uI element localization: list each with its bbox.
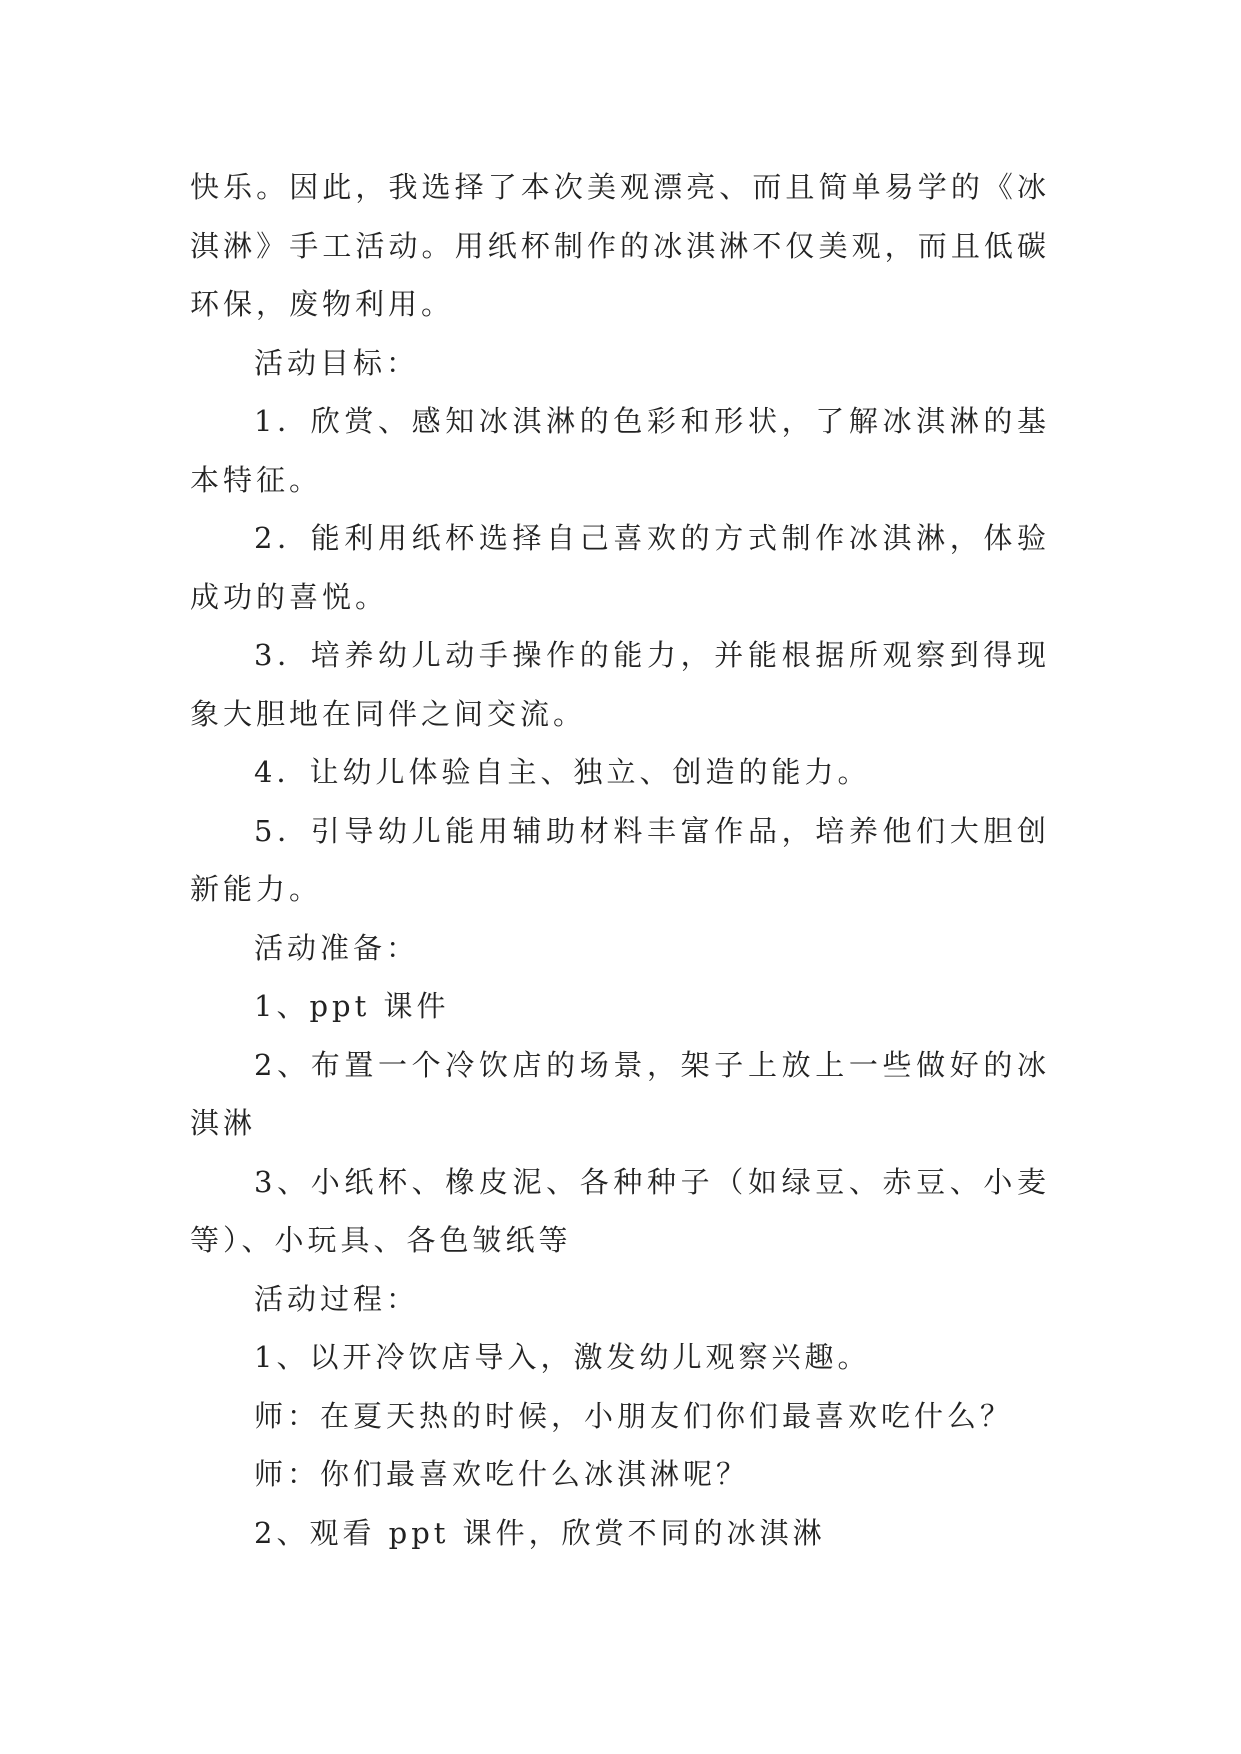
- teacher-line: 师：你们最喜欢吃什么冰淇淋呢？: [254, 1457, 750, 1491]
- section-heading-activity-preparation: 活动准备：: [254, 930, 420, 965]
- document-body: [190, 158, 1050, 1562]
- goal-item: 1．欣赏、感知冰淇淋的色彩和形状，了解冰淇淋的基本特征。: [190, 404, 1050, 497]
- goal-item: 2．能利用纸杯选择自己喜欢的方式制作冰淇淋，体验成功的喜悦。: [190, 521, 1050, 614]
- section-heading-activity-goals: 活动目标：: [254, 345, 420, 380]
- process-item: 2、观看 ppt 课件，欣赏不同的冰淇淋: [254, 1515, 826, 1550]
- goal-item: 3．培养幼儿动手操作的能力，并能根据所观察到得现象大胆地在同伴之间交流。: [190, 638, 1050, 731]
- paragraph: 快乐。因此，我选择了本次美观漂亮、而且简单易学的《冰淇淋》手工活动。用纸杯制作的冰淇淋不仅美观，而且低碳环保，废物利用。: [190, 170, 1050, 321]
- preparation-item: 1、ppt 课件: [254, 989, 450, 1023]
- process-item: 1、以开冷饮店导入，激发幼儿观察兴趣。: [254, 1340, 871, 1374]
- teacher-line: 师：在夏天热的时候，小朋友们你们最喜欢吃什么？: [254, 1398, 1014, 1433]
- goal-item: 5．引导幼儿能用辅助材料丰富作品，培养他们大胆创新能力。: [190, 813, 1050, 906]
- section-heading-activity-process: 活动过程：: [254, 1281, 420, 1316]
- preparation-item: 3、小纸杯、橡皮泥、各种种子（如绿豆、赤豆、小麦等）、小玩具、各色皱纸等: [190, 1164, 1050, 1257]
- goal-item: 4．让幼儿体验自主、独立、创造的能力。: [254, 755, 871, 789]
- preparation-item: 2、布置一个冷饮店的场景，架子上放上一些做好的冰淇淋: [190, 1047, 1050, 1140]
